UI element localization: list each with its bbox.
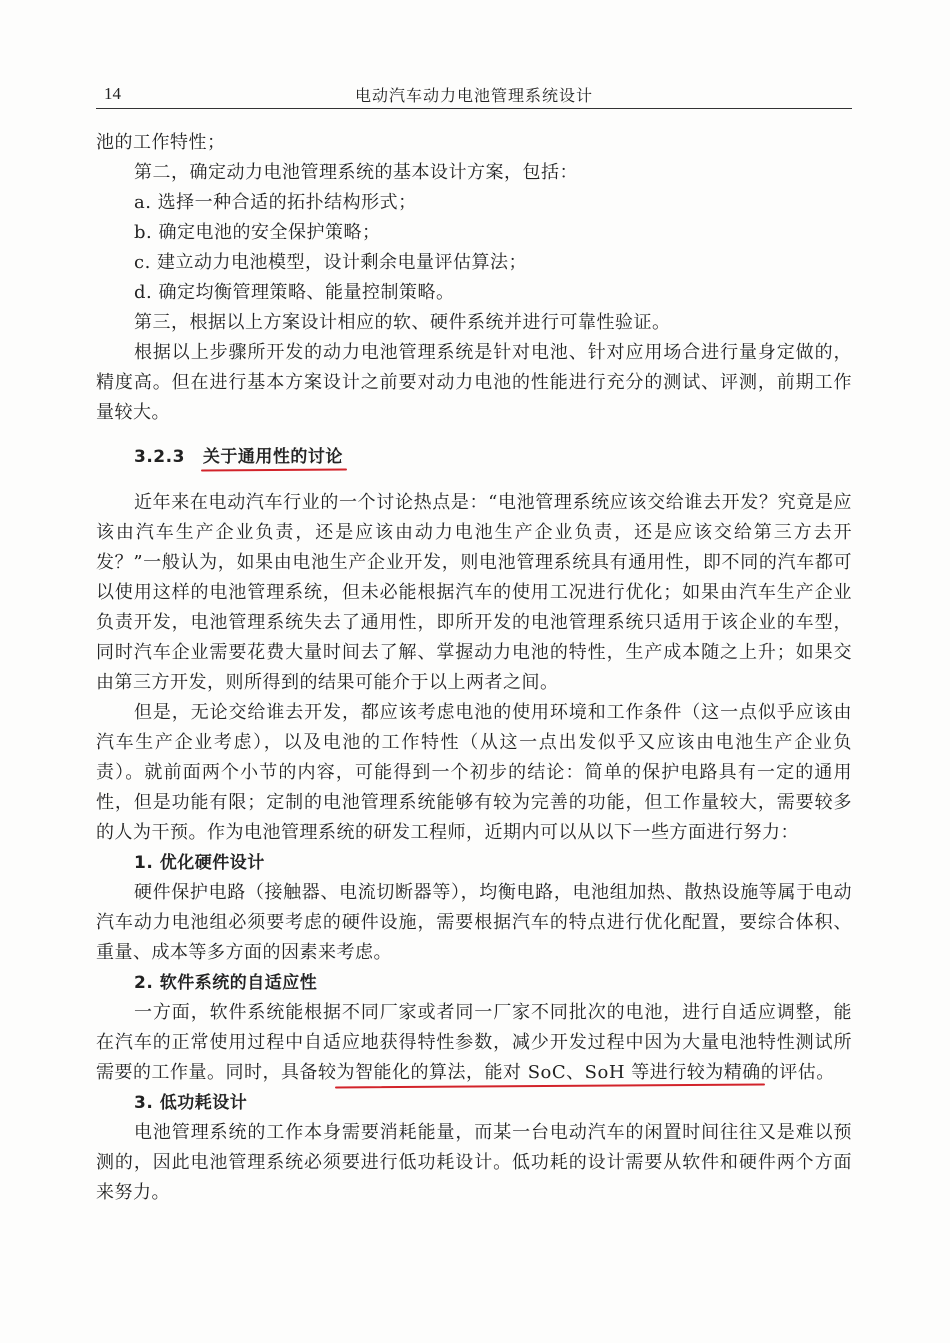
list-item-d: d. 确定均衡管理策略、能量控制策略。 (134, 282, 455, 303)
list-item-a: a. 选择一种合适的拓扑结构形式； (134, 192, 417, 213)
paragraph-summary: 根据以上步骤所开发的动力电池管理系统是针对电池、针对应用场合进行量身定做的，精度高。但在进行基本方案设计之前要对动力电池的性能进行充分的测试、评测，前期工作量较大。 (96, 342, 852, 423)
software-text-end: 的评估。 (760, 1062, 835, 1083)
software-text-start: 一方面，软件系统能根据不同厂家或者同一厂家不同批次的电池，进行自适应调整，能在汽车的正常使用过程中自适应地获得特性参数，减少开发过程中因为大量电池特性测试所需要的工作量。同时，具备较 (96, 1002, 852, 1083)
section-title: 关于通用性的讨论 (202, 447, 343, 467)
section-number: 3.2.3 (134, 447, 185, 467)
page-header (96, 78, 852, 109)
section-heading (96, 442, 852, 472)
paragraph-software (96, 998, 852, 1088)
paragraph-continuation: 池的工作特性； (96, 132, 226, 153)
subheading-low-power: 3. 低功耗设计 (134, 1093, 248, 1113)
body-text (96, 128, 852, 1208)
list-item-b: b. 确定电池的安全保护策略； (134, 222, 381, 243)
paragraph-low-power: 电池管理系统的工作本身需要消耗能量，而某一台电动汽车的闲置时间往往又是难以预测的，因此电池管理系统必须要进行低功耗设计。低功耗的设计需要从软件和硬件两个方面来努力。 (96, 1122, 852, 1203)
paragraph-discussion: 近年来在电动汽车行业的一个讨论热点是：“电池管理系统应该交给谁去开发？究竟是应该由汽车生产企业负责，还是应该由动力电池生产企业负责，还是应该交给第三方去开发？”一般认为，如果由电池生产企业开发，则电池管理系统具有通用性，即不同的汽车都可以使用这样的电池管理系统，但未必能根据汽车的使用工况进行优化；如果由汽车生产企业负责开发，电池管理系统失去了通用性，即所开发的电池管理系统只适用于该企业的车型，同时汽车企业需要花费大量时间去了解、掌握动力电池的特性，生产成本随之上升；如果交由第三方开发，则所得到的结果可能介于以上两者之间。 (96, 492, 852, 693)
subheading-hardware: 1. 优化硬件设计 (134, 853, 265, 873)
running-title: 电动汽车动力电池管理系统设计 (354, 86, 593, 105)
underlined-phrase: 为智能化的算法，能对 SoC、SoH 等进行较为精确 (336, 1062, 761, 1083)
paragraph-conclusion: 但是，无论交给谁去开发，都应该考虑电池的使用环境和工作条件（这一点似乎应该由汽车生产企业考虑），以及电池的工作特性（从这一点出发似乎又应该由电池生产企业负责）。就前面两个小节的内容，可能得到一个初步的结论：简单的保护电路具有一定的通用性，但是功能有限；定制的电池管理系统能够有较为完善的功能，但工作量较大，需要较多的人为干预。作为电池管理系统的研发工程师，近期内可以从以下一些方面进行努力： (96, 702, 852, 843)
paragraph-step-three: 第三，根据以上方案设计相应的软、硬件系统并进行可靠性验证。 (134, 312, 671, 333)
paragraph-step-two: 第二，确定动力电池管理系统的基本设计方案，包括： (134, 162, 578, 183)
subheading-software: 2. 软件系统的自适应性 (134, 973, 318, 993)
list-item-c: c. 建立动力电池模型，设计剩余电量评估算法； (134, 252, 528, 273)
page-number: 14 (104, 84, 121, 103)
paragraph-hardware: 硬件保护电路（接触器、电流切断器等），均衡电路，电池组加热、散热设施等属于电动汽车动力电池组必须要考虑的硬件设施，需要根据汽车的特点进行优化配置，要综合体积、重量、成本等多方面的因素来考虑。 (96, 882, 852, 963)
